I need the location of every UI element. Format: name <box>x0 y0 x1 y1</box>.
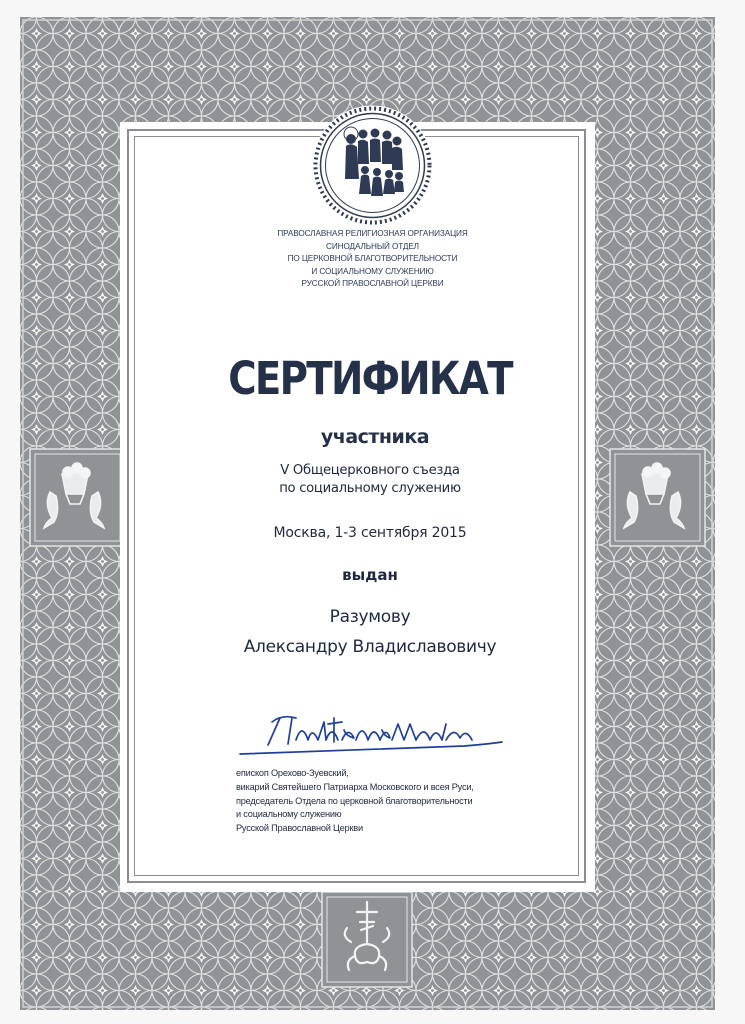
signer-line: викарий Святейшего Патриарха Московского и всея Руси, <box>236 781 474 792</box>
certificate-title: СЕРТИФИКАТ <box>228 352 512 405</box>
cross-icon <box>327 896 407 976</box>
org-line: РУССКОЙ ПРАВОСЛАВНОЙ ЦЕРКВИ <box>301 279 444 288</box>
issued-label: выдан <box>342 566 398 584</box>
handwritten-signature <box>234 700 534 760</box>
recipient-given-names: Александру Владиславовичу <box>243 637 497 657</box>
signer-line: и социальному служению <box>236 809 342 820</box>
loaves-fishes-icon <box>32 452 118 534</box>
recipient-surname: Разумову <box>329 607 411 627</box>
emblem-icon <box>311 104 434 227</box>
organization-name <box>240 228 505 291</box>
org-line: И СОЦИАЛЬНОМУ СЛУЖЕНИЮ <box>311 266 434 276</box>
signer-line: Русской Православной Церкви <box>236 823 363 834</box>
signer-line: епископ Орехово-Зуевский, <box>236 768 349 778</box>
event-line-1: V Общецерковного съезда <box>280 463 460 478</box>
event-line-2: по социальному служению <box>279 481 461 496</box>
place-date: Москва, 1-3 сентября 2015 <box>273 525 467 541</box>
signer-title <box>236 767 566 836</box>
event-name <box>200 462 540 498</box>
org-line: ПО ЦЕРКОВНОЙ БЛАГОТВОРИТЕЛЬНОСТИ <box>287 254 458 263</box>
certificate-subtitle: участника <box>320 426 430 448</box>
recipient-name <box>180 602 560 662</box>
org-line: ПРАВОСЛАВНАЯ РЕЛИГИОЗНАЯ ОРГАНИЗАЦИЯ <box>277 229 468 238</box>
org-line: СИНОДАЛЬНЫЙ ОТДЕЛ <box>326 241 419 251</box>
signer-line: председатель Отдела по церковной благотворительности <box>236 795 473 806</box>
loaves-fishes-icon <box>612 452 698 534</box>
